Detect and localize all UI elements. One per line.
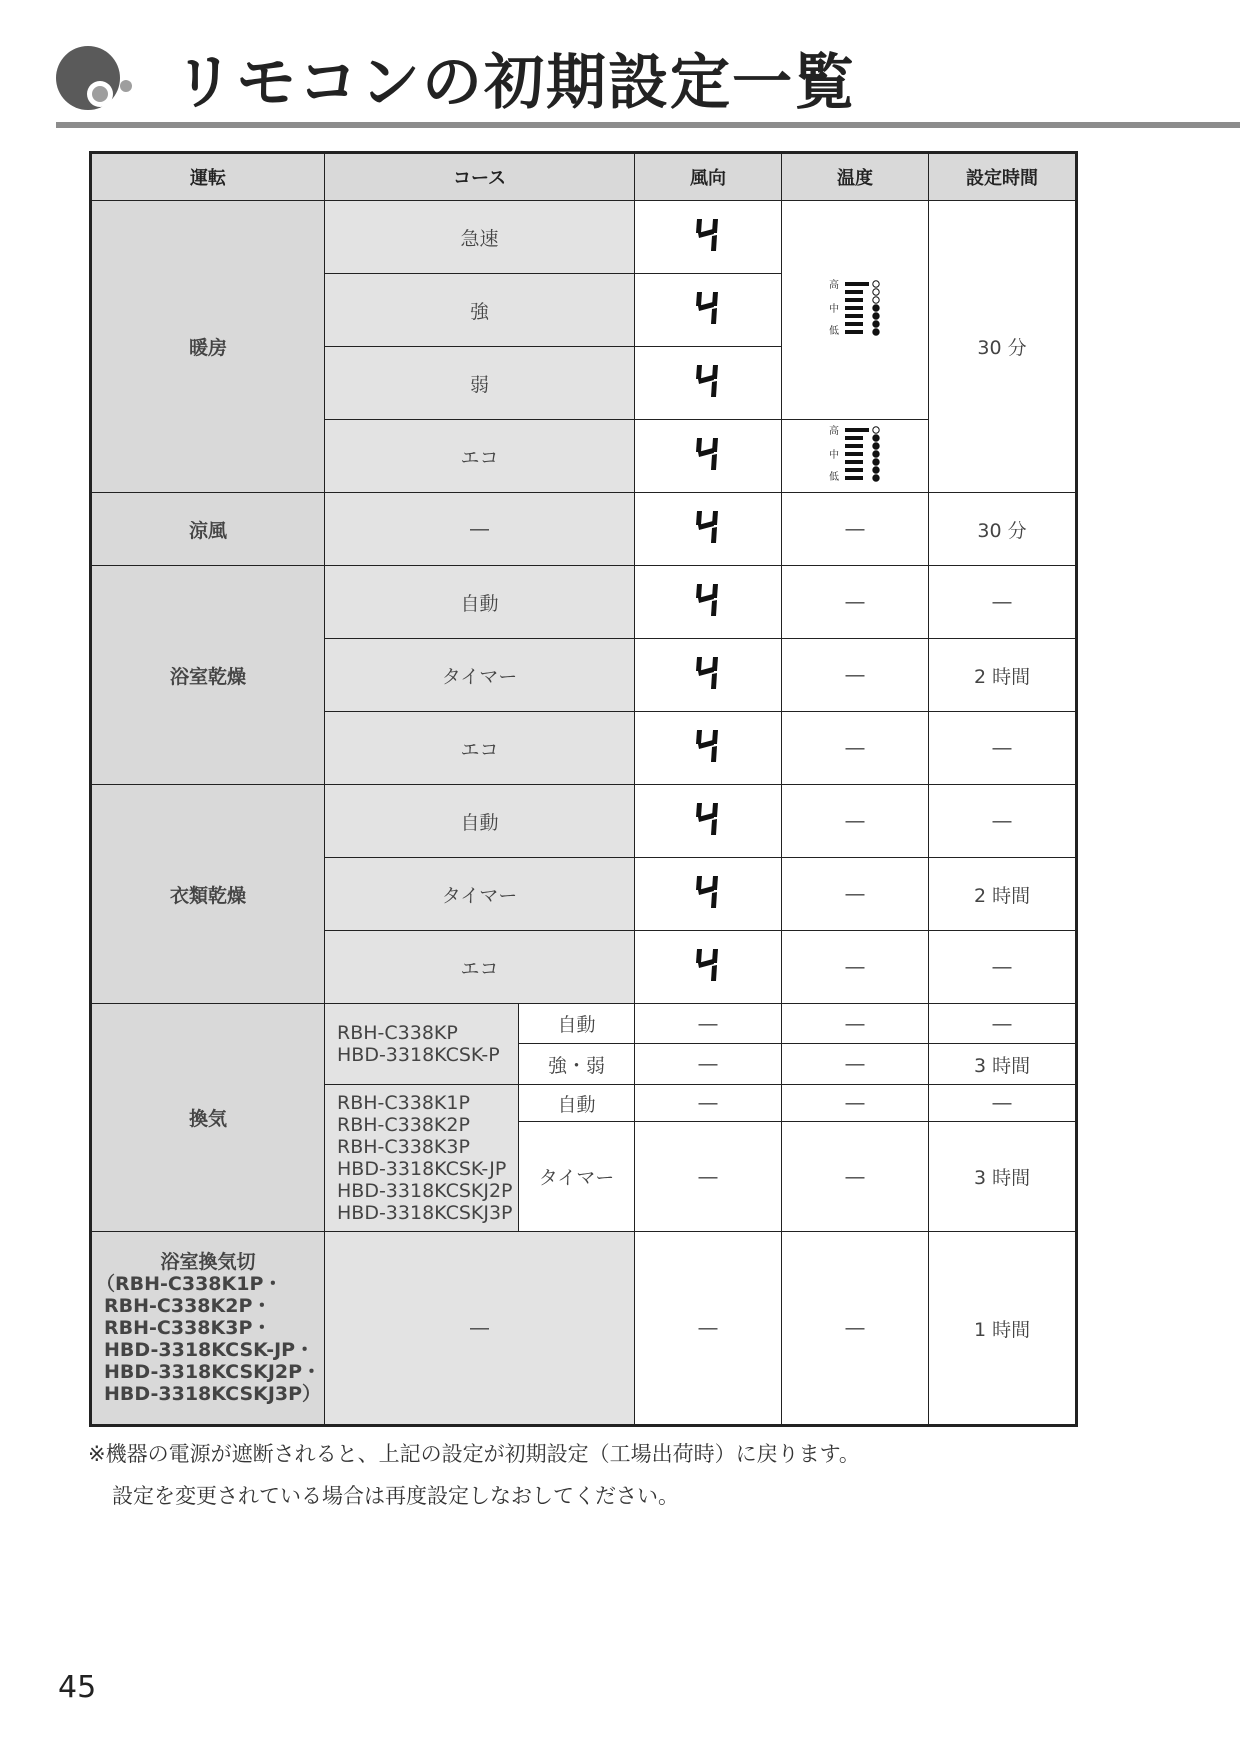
header-set-time: 設定時間	[929, 153, 1077, 201]
model-name: HBD-3318KCSKJ2P・	[104, 1361, 322, 1383]
wind-direction-cell	[635, 420, 782, 493]
course-cell: ―	[325, 1232, 635, 1426]
temperature-level-label: 高	[829, 425, 840, 437]
temperature-cell: ―	[782, 1122, 929, 1232]
table-row	[91, 493, 1077, 566]
set-time-cell: 3 時間	[929, 1044, 1077, 1085]
footnote-line-2: 設定を変更されている場合は再度設定しなおしてください。	[112, 1484, 679, 1508]
wind-direction-icon	[693, 582, 723, 623]
temperature-cell: ―	[782, 712, 929, 785]
set-time-cell: 30 分	[929, 201, 1077, 493]
sub-course-cell: タイマー	[519, 1122, 635, 1232]
set-time-cell: ―	[929, 1085, 1077, 1122]
set-time-cell: 2 時間	[929, 639, 1077, 712]
wind-direction-cell: ―	[635, 1004, 782, 1044]
course-cell: 弱	[325, 347, 635, 420]
model-name: HBD-3318KCSKJ3P	[337, 1202, 513, 1224]
course-cell: 自動	[325, 566, 635, 639]
temperature-level-label: 低	[829, 325, 840, 337]
set-time-cell: ―	[929, 1004, 1077, 1044]
wind-direction-cell	[635, 201, 782, 274]
course-cell: エコ	[325, 712, 635, 785]
temperature-cell: ―	[782, 566, 929, 639]
set-time-cell: 30 分	[929, 493, 1077, 566]
header-wind-direction: 風向	[635, 153, 782, 201]
wind-direction-icon	[693, 363, 723, 404]
temperature-cell: ―	[782, 1004, 929, 1044]
model-name: （RBH-C338K1P・	[96, 1273, 283, 1295]
wind-direction-cell	[635, 712, 782, 785]
wind-direction-cell: ―	[635, 1122, 782, 1232]
set-time-cell: 2 時間	[929, 858, 1077, 931]
temperature-cell: ―	[782, 1044, 929, 1085]
wind-direction-cell	[635, 566, 782, 639]
temperature-level-label: 低	[829, 471, 840, 483]
title-underline	[56, 122, 1240, 128]
set-time-cell: ―	[929, 785, 1077, 858]
wind-direction-cell	[635, 858, 782, 931]
temperature-cell: ―	[782, 785, 929, 858]
operation-bathroom-vent-off	[91, 1232, 325, 1426]
model-name: RBH-C338K1P	[337, 1092, 470, 1114]
course-cell: ―	[325, 493, 635, 566]
model-name: HBD-3318KCSK-JP	[337, 1158, 507, 1180]
operation-ventilation: 換気	[91, 1004, 325, 1232]
wind-direction-icon	[693, 801, 723, 842]
page-number: 45	[58, 1670, 97, 1705]
wind-direction-icon	[693, 874, 723, 915]
header-temperature: 温度	[782, 153, 929, 201]
model-list-group1	[325, 1004, 519, 1085]
section-bullet-icon	[56, 42, 146, 122]
model-name: HBD-3318KCSKJ2P	[337, 1180, 513, 1202]
temperature-cell: ―	[782, 1232, 929, 1426]
model-name: RBH-C338K3P・	[104, 1317, 272, 1339]
model-name: RBH-C338KP	[337, 1022, 458, 1044]
model-name: RBH-C338K3P	[337, 1136, 470, 1158]
operation-bathroom-dry: 浴室乾燥	[91, 566, 325, 785]
course-cell: 強	[325, 274, 635, 347]
model-name: HBD-3318KCSKJ3P）	[104, 1383, 322, 1405]
initial-settings-table	[89, 151, 1078, 1427]
wind-direction-icon	[693, 728, 723, 769]
course-cell: 急速	[325, 201, 635, 274]
header-course: コース	[325, 153, 635, 201]
wind-direction-cell	[635, 347, 782, 420]
temperature-cell: ―	[782, 639, 929, 712]
wind-direction-cell	[635, 931, 782, 1004]
temperature-cell: ―	[782, 858, 929, 931]
table-row	[91, 785, 1077, 858]
wind-direction-icon	[693, 509, 723, 550]
set-time-cell: ―	[929, 566, 1077, 639]
course-cell: 自動	[325, 785, 635, 858]
course-cell: エコ	[325, 420, 635, 493]
operation-clothes-dry: 衣類乾燥	[91, 785, 325, 1004]
wind-direction-icon	[693, 436, 723, 477]
temperature-level-icon	[827, 424, 883, 489]
wind-direction-icon	[693, 217, 723, 258]
temperature-cell	[782, 420, 929, 493]
table-row	[91, 1232, 1077, 1426]
set-time-cell: ―	[929, 712, 1077, 785]
table-row	[91, 566, 1077, 639]
footnote-line-1: ※機器の電源が遮断されると、上記の設定が初期設定（工場出荷時）に戻ります。	[88, 1442, 860, 1466]
wind-direction-cell: ―	[635, 1232, 782, 1426]
sub-course-cell: 自動	[519, 1004, 635, 1044]
wind-direction-cell	[635, 274, 782, 347]
wind-direction-cell: ―	[635, 1085, 782, 1122]
model-name: RBH-C338K2P	[337, 1114, 470, 1136]
model-name: HBD-3318KCSK-P	[337, 1044, 500, 1066]
wind-direction-icon	[693, 290, 723, 331]
table-row	[91, 1004, 1077, 1044]
temperature-cell: ―	[782, 931, 929, 1004]
wind-direction-cell	[635, 785, 782, 858]
page-header	[56, 38, 1240, 130]
course-cell: エコ	[325, 931, 635, 1004]
set-time-cell: 3 時間	[929, 1122, 1077, 1232]
temperature-level-label: 高	[829, 279, 840, 291]
set-time-cell: 1 時間	[929, 1232, 1077, 1426]
wind-direction-icon	[693, 947, 723, 988]
model-name: HBD-3318KCSK-JP・	[104, 1339, 315, 1361]
operation-cool-breeze: 涼風	[91, 493, 325, 566]
operation-label: 浴室換気切	[160, 1251, 256, 1273]
sub-course-cell: 自動	[519, 1085, 635, 1122]
table-header-row	[91, 153, 1077, 201]
wind-direction-icon	[693, 655, 723, 696]
temperature-cell: ―	[782, 1085, 929, 1122]
page-title: リモコンの初期設定一覧	[174, 48, 856, 118]
wind-direction-cell	[635, 639, 782, 712]
header-operation: 運転	[91, 153, 325, 201]
wind-direction-cell: ―	[635, 1044, 782, 1085]
table-row	[91, 201, 1077, 274]
course-cell: タイマー	[325, 639, 635, 712]
model-name: RBH-C338K2P・	[104, 1295, 272, 1317]
temperature-level-icon	[827, 278, 883, 343]
temperature-level-label: 中	[829, 449, 840, 461]
model-list-group2	[325, 1085, 519, 1232]
wind-direction-cell	[635, 493, 782, 566]
temperature-level-label: 中	[829, 303, 840, 315]
sub-course-cell: 強・弱	[519, 1044, 635, 1085]
operation-heating: 暖房	[91, 201, 325, 493]
temperature-cell: ―	[782, 493, 929, 566]
course-cell: タイマー	[325, 858, 635, 931]
temperature-cell	[782, 201, 929, 420]
set-time-cell: ―	[929, 931, 1077, 1004]
